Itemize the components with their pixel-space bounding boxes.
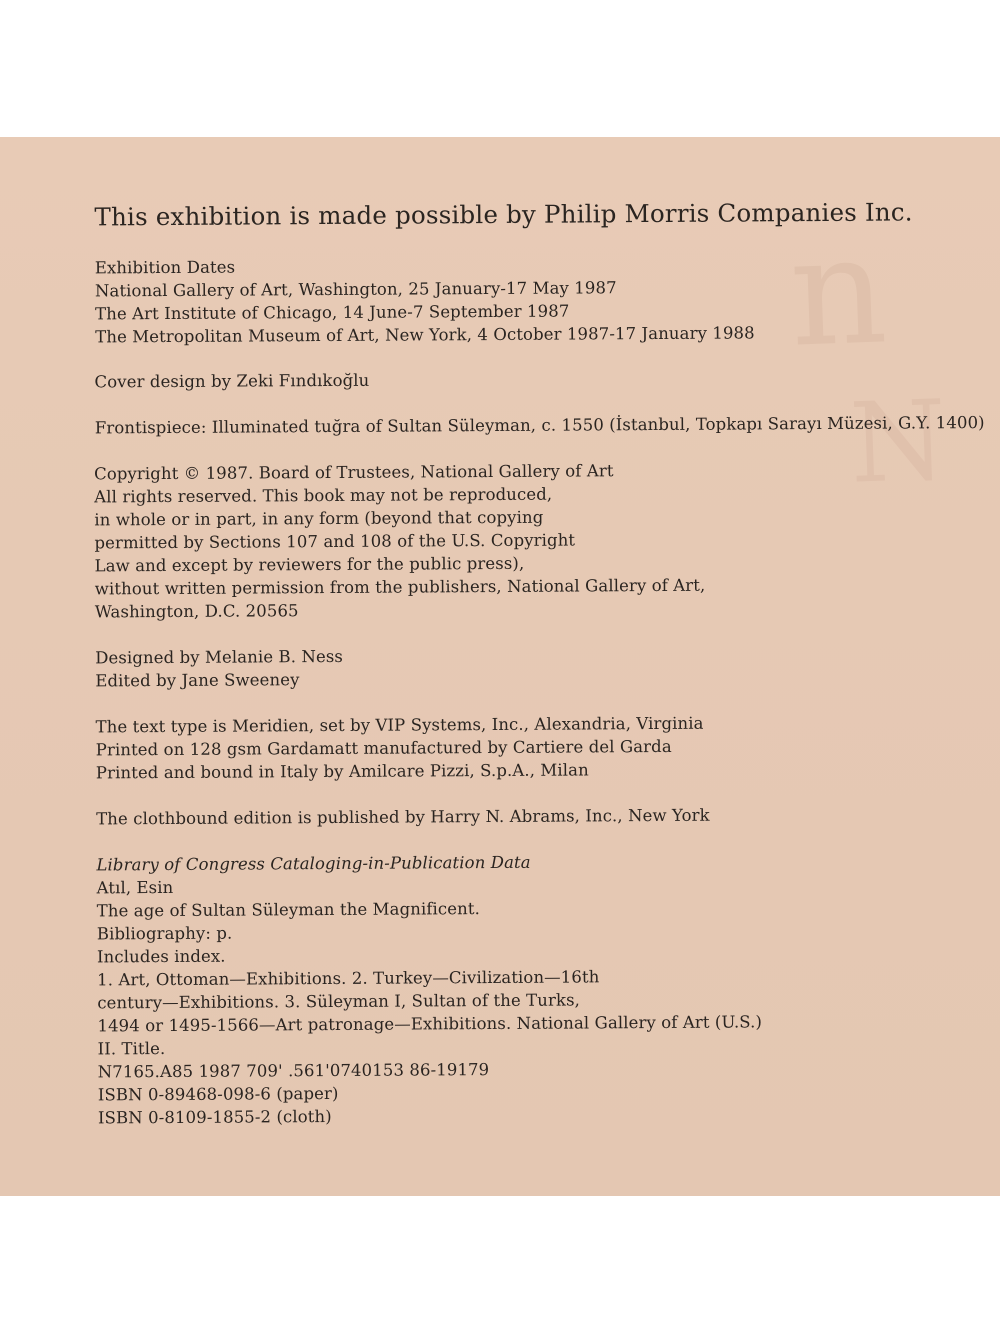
- production-line: Printed and bound in Italy by Amilcare Pizzi, S.p.A., Milan: [95, 760, 589, 783]
- cip-line: Bibliography: p.: [96, 923, 233, 944]
- copyright-line: All rights reserved. This book may not be reproduced,: [94, 484, 553, 507]
- production-line: Printed on 128 gsm Gardamatt manufactured by Cartiere del Garda: [95, 736, 672, 760]
- cip-line: II. Title.: [97, 1039, 166, 1059]
- bleed-through-decoration: N: [847, 376, 949, 508]
- copyright-line: Law and except by reviewers for the public press),: [94, 553, 525, 576]
- exhibition-venue: The Art Institute of Chicago, 14 June-7 September 1987: [95, 301, 570, 324]
- isbn-paper: ISBN 0-89468-098-6 (paper): [97, 1083, 339, 1105]
- cip-line: Includes index.: [96, 946, 226, 967]
- exhibition-dates-heading: Exhibition Dates: [94, 257, 236, 278]
- cip-line: Atıl, Esin: [96, 877, 174, 898]
- cip-line: 1494 or 1495-1566—Art patronage—Exhibitions. National Gallery of Art (U.S.): [97, 1012, 763, 1036]
- cip-line: 1. Art, Ottoman—Exhibitions. 2. Turkey—Civilization—16th: [97, 967, 600, 990]
- cip-line: century—Exhibitions. 3. Süleyman I, Sultan of the Turks,: [97, 990, 581, 1013]
- sponsor-line: This exhibition is made possible by Philip Morris Companies Inc.: [94, 197, 913, 232]
- isbn-cloth: ISBN 0-8109-1855-2 (cloth): [97, 1106, 332, 1128]
- exhibition-venue: National Gallery of Art, Washington, 25 January-17 May 1987: [94, 278, 617, 301]
- copyright-line: Washington, D.C. 20565: [94, 601, 299, 622]
- copyright-line: in whole or in part, in any form (beyond that copying: [94, 507, 544, 530]
- bleed-through-decoration: n: [786, 203, 890, 381]
- book-page-photo: [0, 137, 1000, 1196]
- frontispiece-caption: Frontispiece: Illuminated tuğra of Sultan Süleyman, c. 1550 (İstanbul, Topkapı Sarayı Müzesi, G.Y. 1400): [94, 412, 985, 438]
- editor-credit: Edited by Jane Sweeney: [95, 670, 300, 691]
- cip-call-number: N7165.A85 1987 709' .561'0740153 86-19179: [97, 1060, 490, 1082]
- copyright-line: permitted by Sections 107 and 108 of the U.S. Copyright: [94, 530, 576, 553]
- copyright-line: without written permission from the publishers, National Gallery of Art,: [94, 575, 706, 599]
- colophon-text-block: [0, 137, 1000, 1196]
- clothbound-note: The clothbound edition is published by Harry N. Abrams, Inc., New York: [96, 805, 710, 829]
- exhibition-venue: The Metropolitan Museum of Art, New York, 4 October 1987-17 January 1988: [95, 323, 755, 347]
- cover-design-credit: Cover design by Zeki Fındıkoğlu: [94, 370, 370, 392]
- cip-heading: Library of Congress Cataloging-in-Publication Data: [96, 852, 531, 875]
- designer-credit: Designed by Melanie B. Ness: [95, 646, 344, 668]
- cip-line: The age of Sultan Süleyman the Magnificent.: [96, 899, 480, 921]
- production-line: The text type is Meridien, set by VIP Systems, Inc., Alexandria, Virginia: [95, 713, 704, 737]
- copyright-line: Copyright © 1987. Board of Trustees, National Gallery of Art: [94, 461, 614, 484]
